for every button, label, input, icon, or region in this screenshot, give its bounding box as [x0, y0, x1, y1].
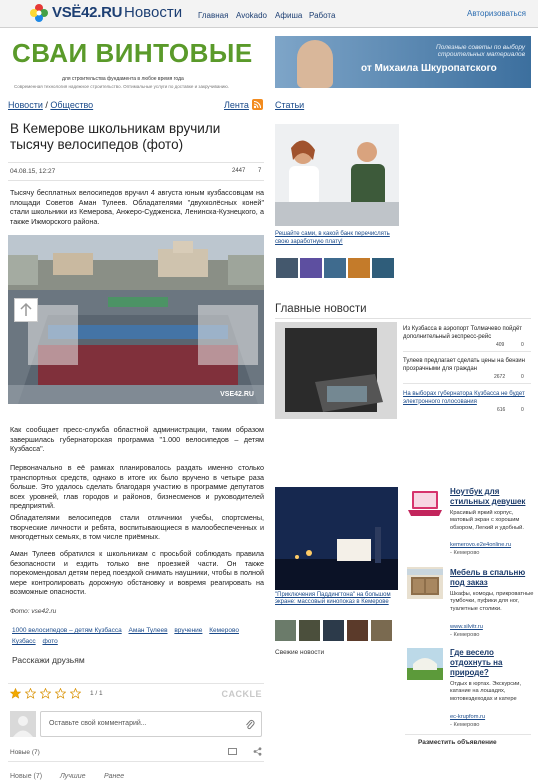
ad-laptop-city: - Кемерово	[450, 550, 480, 556]
tab-newest[interactable]: Новые (7)	[10, 773, 43, 780]
avatar	[10, 711, 36, 737]
site-section-name[interactable]: Новости	[124, 4, 183, 21]
article-views: 2447	[232, 168, 246, 174]
gallery-thumb[interactable]	[324, 258, 346, 278]
breadcrumb-section[interactable]: Общество	[50, 100, 94, 110]
login-link[interactable]: Авторизоваться	[467, 9, 526, 18]
ad-nature-link[interactable]: ec-krupfom.ru	[450, 714, 486, 720]
nav-avokado[interactable]: Avokado	[236, 11, 267, 20]
ads-divider	[405, 734, 531, 735]
tag-link[interactable]: Кузбасс	[12, 638, 36, 645]
piles-banner-title: СВАИ ВИНТОВЫЕ	[12, 38, 253, 68]
article-lead: Тысячу бесплатных велосипедов вручил 4 августа юным кузбассовцам на площади Советов Аман Тулеев. Обладателями "двухколёсных коней" стали школьники из Кемерова, Анжеро-Судженска, Ленинска-Кузнецкого, а также Ижморского района.	[10, 188, 264, 226]
ad-laptop-title[interactable]: Ноутбук для стильных девушек	[450, 487, 526, 506]
bank-promo-image[interactable]	[275, 124, 399, 226]
nav-glavnaya[interactable]: Главная	[198, 11, 229, 20]
news-divider	[403, 351, 531, 352]
piles-banner[interactable]	[8, 36, 270, 92]
gallery-thumb[interactable]	[300, 258, 322, 278]
comment-sort-select[interactable]: Новые (7)	[10, 749, 40, 756]
building-materials-banner[interactable]	[275, 36, 531, 88]
tab-earlier[interactable]: Ранее	[104, 773, 125, 780]
fresh-news-thumb[interactable]	[323, 620, 344, 641]
news-views: 409	[496, 342, 505, 348]
rating-bar	[8, 683, 264, 705]
feed-link[interactable]: Лента	[224, 100, 249, 110]
banner-author: от Михаила Шкуропатского	[361, 63, 497, 74]
main-news-heading: Главные новости	[275, 303, 367, 315]
tag-link[interactable]: Аман Тулеев	[128, 627, 168, 634]
tag-link[interactable]: вручение	[174, 627, 203, 634]
main-news-image[interactable]	[275, 322, 397, 419]
ad-laptop-text: Красивый яркий корпус, матовый экран с хорошим обзором, Легкий и удобный.	[450, 510, 524, 531]
breadcrumb	[8, 100, 93, 110]
fresh-news-thumb[interactable]	[299, 620, 320, 641]
banner-portrait	[297, 40, 333, 88]
article-paragraph-4: Аман Тулеев обратился к школьникам с просьбой соблюдать правила безопасности и ездить только вне проезжей части. Он также порекомендовал детям перед поездкой снимать наушники, чтобы в полной мере контролировать дорожную обстановку и вовремя реагировать на возможные опасности.	[10, 549, 264, 597]
comment-placeholder: Оставьте свой комментарий...	[49, 720, 147, 727]
star-icon[interactable]	[40, 688, 51, 699]
news-divider	[403, 383, 531, 384]
comment-input[interactable]	[40, 711, 262, 737]
breadcrumb-sep: /	[42, 100, 51, 110]
office-scene-drawing	[275, 124, 399, 226]
news-views: 616	[497, 407, 506, 413]
rss-icon[interactable]	[252, 99, 263, 110]
main-news-divider	[275, 318, 531, 319]
fresh-news-thumb[interactable]	[371, 620, 392, 641]
nav-afisha[interactable]: Афиша	[275, 11, 303, 20]
piles-banner-text: Современная технология надежное строительство. Оптимальные услуги по доставке и закручиванию.	[14, 84, 229, 89]
cinema-news-image[interactable]	[275, 487, 398, 590]
star-icon[interactable]	[55, 688, 66, 699]
tab-best[interactable]: Лучшие	[60, 773, 86, 780]
ad-furniture-image[interactable]	[407, 567, 443, 599]
news-comments: 0	[521, 342, 524, 348]
article-comments-count[interactable]: 7	[258, 168, 262, 174]
cackle-logo[interactable]: CACKLE	[221, 689, 262, 699]
main-news-item[interactable]: На выборах губернатора Кузбасса не будет электронного голосования	[403, 391, 525, 405]
ad-furniture-city: - Кемерово	[450, 632, 480, 638]
photo-source: Фото: vse42.ru	[10, 608, 57, 615]
comments-divider	[8, 761, 264, 762]
gallery-thumb[interactable]	[372, 258, 394, 278]
article-paragraph-3: Обладателями велосипедов стали отличники учебы, спортсмены, творческие личности и ребята, воспитывающиеся в малообеспеченных и многодетных семьях, в том числе приёмных.	[10, 513, 264, 542]
ad-furniture-title[interactable]: Мебель в спальню под заказ	[450, 568, 526, 587]
place-ad-link[interactable]: Разместить объявление	[418, 739, 497, 746]
ad-nature-city: - Кемерово	[450, 722, 480, 728]
ad-furniture-link[interactable]: www.silvitr.ru	[450, 624, 483, 630]
article-tags	[12, 625, 262, 647]
fresh-news-thumb[interactable]	[275, 620, 296, 641]
main-news-item[interactable]: Из Кузбасса в аэропорт Толмачево пойдёт дополнительный экспресс-рейс	[403, 326, 523, 340]
square-photo-drawing	[8, 235, 264, 404]
ad-furniture-text: Шкафы, комоды, прикроватные тумбочки, пуфики для ног, туалетные столики.	[450, 591, 534, 612]
article-date: 04.08.15, 12:27	[10, 168, 56, 175]
ad-nature-text: Отдых в юртах. Экскурсии, катание на лошадях, мотовездеходах и катере	[450, 681, 522, 702]
meta-divider-bottom	[8, 180, 264, 181]
yurt-icon	[407, 648, 443, 680]
meta-divider-top	[8, 162, 264, 163]
news-comments: 0	[521, 374, 524, 380]
arrow-up-icon	[15, 299, 37, 321]
breadcrumb-news[interactable]: Новости	[8, 100, 43, 110]
ad-nature-image[interactable]	[407, 648, 443, 680]
tag-link[interactable]: Кемерово	[209, 627, 239, 634]
logo-flower-icon[interactable]	[30, 4, 48, 22]
furniture-icon	[407, 567, 443, 599]
site-logo[interactable]: VSË42.RU	[52, 4, 123, 21]
attach-clip-icon[interactable]	[245, 719, 255, 731]
articles-link[interactable]: Статьи	[275, 100, 305, 110]
piles-banner-subtitle: для строительства фундамента в любое время года	[62, 76, 184, 82]
star-icon[interactable]	[25, 688, 36, 699]
article-paragraph-1: Как сообщает пресс-служба областной администрации, таким образом завершилась губернаторская программа "1.000 велосипедов – детям Кузбасса".	[10, 425, 264, 454]
share-label: Расскажи друзьям	[12, 655, 85, 665]
scroll-up-button[interactable]	[14, 298, 38, 322]
bank-promo-link[interactable]: Решайте сами, в какой банк перечислять свою заработную плату!	[275, 231, 390, 245]
fresh-news-thumb[interactable]	[347, 620, 368, 641]
article-photo[interactable]	[8, 235, 264, 404]
open-air-cinema-drawing	[275, 487, 398, 590]
banner-tagline: Полезные советы по выбору строительных материалов	[436, 44, 525, 58]
fresh-news-label[interactable]: Свежие новости	[275, 649, 325, 656]
ad-laptop-link[interactable]: kemerovo.e2e4online.ru	[450, 542, 512, 548]
tag-link[interactable]: фото	[42, 638, 58, 645]
main-news-item[interactable]: Тулеев предлагает сделать цены на бензин прозрачными для граждан	[403, 358, 525, 372]
article-paragraph-2: Первоначально в её рамках планировалось раздать именно столько транспортных средств, однако в итоге их было вручено в четыре раза больше. Это удалось сделать благодаря участию в программе депутатов всех уровней, глав городов и районов, бизнесменов и руководителей предприятий.	[10, 463, 264, 511]
gallery-thumb[interactable]	[276, 258, 298, 278]
star-icon[interactable]	[10, 688, 21, 699]
rating-value: 1 / 1	[90, 690, 103, 697]
article-title: В Кемерове школьникам вручили тысячу велосипедов (фото)	[10, 121, 221, 152]
nav-rabota[interactable]: Работа	[309, 11, 336, 20]
ad-nature-title[interactable]: Где весело отдохнуть на природе?	[450, 648, 503, 677]
laptop-icon	[407, 489, 443, 519]
news-views: 2672	[494, 374, 506, 380]
photo-watermark: VSE42.RU	[220, 391, 254, 398]
cinema-news-link[interactable]: "Приключения Паддингтона" на большом экране: массовый кинопоказ в Кемерове	[275, 592, 391, 606]
voting-booth-drawing	[275, 322, 397, 419]
top-bar	[0, 0, 538, 28]
ad-laptop-image[interactable]	[407, 489, 443, 519]
gallery-thumb[interactable]	[348, 258, 370, 278]
tag-link[interactable]: 1000 велосипедов – детям Кузбасса	[12, 627, 122, 634]
star-icon[interactable]	[70, 688, 81, 699]
news-comments: 0	[521, 407, 524, 413]
share-icon[interactable]	[253, 747, 262, 756]
mail-icon[interactable]	[228, 748, 237, 755]
user-silhouette-icon	[10, 711, 36, 737]
